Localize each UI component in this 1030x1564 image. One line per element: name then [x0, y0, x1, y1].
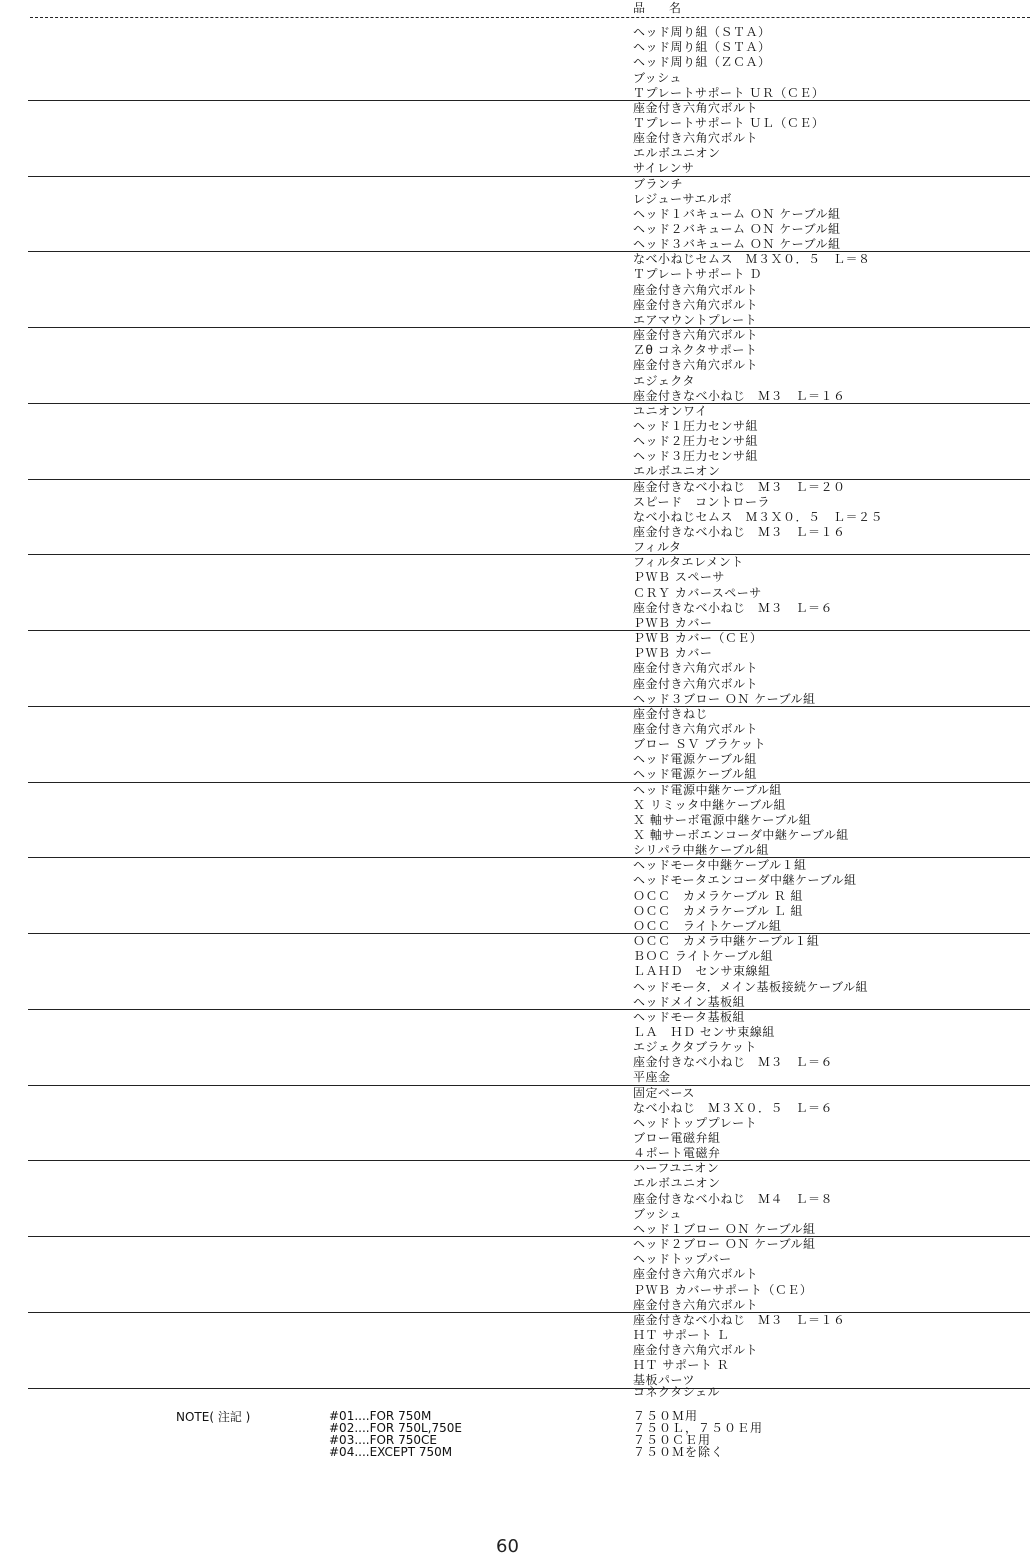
part-name-header: 品 名 — [633, 1, 688, 15]
note-description: ７５０Ｌ，７５０Ｅ用 — [633, 1421, 764, 1435]
part-name: 座金付き六角穴ボルト — [633, 297, 759, 312]
parts-group — [0, 25, 1030, 101]
note-description: ７５０Ｍを除く — [633, 1445, 725, 1459]
part-name: ヘッド３圧力センサ組 — [633, 449, 759, 464]
part-name: ヘッド１ブロー ＯＮ ケーブル組 — [633, 1221, 816, 1236]
part-name: Ｔプレートサポート Ｄ — [633, 267, 762, 282]
part-name: ＣＲＹ カバースペーサ — [633, 585, 762, 600]
part-name: コネクタシェル — [633, 1385, 721, 1399]
part-name: ＰＷＢ カバー — [633, 615, 713, 630]
parts-group — [0, 858, 1030, 934]
part-name: ヘッド１バキューム ＯＮ ケーブル組 — [633, 206, 841, 221]
part-name: Ｘ 軸サーボ電源中継ケーブル組 — [633, 812, 812, 827]
part-name: 座金付き六角穴ボルト — [633, 1343, 759, 1358]
parts-group — [0, 252, 1030, 328]
part-name: 座金付き六角穴ボルト — [633, 1297, 759, 1312]
part-name: ヘッドモータ基板組 — [633, 1009, 746, 1024]
note-code: #01....FOR 750M — [329, 1409, 432, 1423]
part-name: ブロー電磁弁組 — [633, 1131, 721, 1146]
part-name: エルボユニオン — [633, 146, 721, 161]
part-name: ヘッドモータエンコーダ中継ケーブル組 — [633, 873, 857, 888]
part-name: レジューサエルボ — [633, 191, 732, 206]
part-name: ＯＣＣ カメラ中継ケーブル１組 — [633, 934, 820, 948]
part-name: ＯＣＣ カメラケーブル Ｌ 組 — [633, 903, 804, 918]
part-name: 座金付き六角穴ボルト — [633, 661, 759, 676]
parts-group — [0, 480, 1030, 556]
parts-group — [0, 783, 1030, 859]
part-name: Ｔプレートサポート ＵＲ（ＣＥ） — [633, 85, 825, 100]
part-name: ブッシュ — [633, 1206, 682, 1221]
part-name: ４ポート電磁弁 — [633, 1146, 721, 1160]
part-name: 座金付きなべ小ねじ Ｍ３ Ｌ＝１６ — [633, 388, 846, 403]
part-name: フィルタエレメント — [633, 555, 744, 570]
part-name: ＬＡ ＨＤ センサ束線組 — [633, 1024, 775, 1039]
part-name: ＯＣＣ ライトケーブル組 — [633, 918, 782, 933]
parts-group — [0, 1086, 1030, 1162]
note-code: #02....FOR 750L,750E — [329, 1421, 462, 1435]
part-name: フィルタ — [633, 540, 682, 554]
part-name: ヘッド電源ケーブル組 — [633, 752, 757, 767]
part-name: ヘッド周り組（ＳＴＡ） — [633, 40, 771, 55]
part-name: ヘッドモータ中継ケーブル１組 — [633, 858, 807, 873]
part-name: ユニオンワイ — [633, 403, 708, 418]
part-name: ヘッドモータ．メイン基板接続ケーブル組 — [633, 979, 868, 994]
header-dashed-rule — [30, 17, 1030, 18]
part-name: 固定ベース — [633, 1085, 695, 1100]
part-name: スピード コントローラ — [633, 494, 771, 509]
parts-group — [0, 934, 1030, 1010]
page-number: 60 — [496, 1536, 519, 1557]
part-name: ヘッドメイン基板組 — [633, 994, 746, 1009]
part-name: ＰＷＢ カバー（ＣＥ） — [633, 631, 763, 645]
part-name: エルボユニオン — [633, 1176, 721, 1191]
part-name: ヘッド３バキューム ＯＮ ケーブル組 — [633, 237, 841, 251]
part-name: ＰＷＢ カバー — [633, 646, 713, 661]
part-name: ヘッド周り組（ＺＣＡ） — [633, 55, 771, 70]
part-name: 座金付き六角穴ボルト — [633, 1267, 759, 1282]
part-name: なべ小ねじセムス Ｍ３Ｘ０．５ Ｌ＝２５ — [633, 509, 884, 524]
part-name: エジェクタ — [633, 373, 696, 388]
part-name: ＯＣＣ カメラケーブル Ｒ 組 — [633, 888, 804, 903]
part-name: 座金付きねじ — [633, 706, 709, 721]
table-header — [0, 0, 1030, 20]
part-name: Ｘ リミッタ中継ケーブル組 — [633, 797, 786, 812]
part-name: ＰＷＢ カバーサポート（ＣＥ） — [633, 1282, 813, 1297]
part-name: Ｔプレートサポート ＵＬ（ＣＥ） — [633, 115, 825, 130]
part-name: ブッシュ — [633, 70, 682, 85]
part-name: ヘッド３ブロー ＯＮ ケーブル組 — [633, 691, 816, 706]
part-name: 座金付きなべ小ねじ Ｍ４ Ｌ＝８ — [633, 1191, 834, 1206]
parts-group — [0, 1010, 1030, 1086]
part-name: ヘッド電源ケーブル組 — [633, 767, 757, 782]
part-name: 座金付きなべ小ねじ Ｍ３ Ｌ＝１６ — [633, 525, 846, 540]
note-description: ７５０Ｍ用 — [633, 1409, 699, 1423]
part-name: Ｘ 軸サーボエンコーダ中継ケーブル組 — [633, 828, 849, 843]
part-name: ＨＴ サポート Ｒ — [633, 1358, 730, 1373]
part-name: ヘッド２バキューム ＯＮ ケーブル組 — [633, 222, 841, 237]
parts-group — [0, 404, 1030, 480]
part-name: 座金付き六角穴ボルト — [633, 100, 759, 115]
part-name: 座金付き六角穴ボルト — [633, 676, 759, 691]
parts-group — [0, 555, 1030, 631]
part-name: ヘッド１圧力センサ組 — [633, 418, 759, 433]
part-name: エルボユニオン — [633, 464, 721, 479]
part-name: なべ小ねじセムス Ｍ３Ｘ０．５ Ｌ＝８ — [633, 252, 871, 267]
part-name: 座金付きなべ小ねじ Ｍ３ Ｌ＝６ — [633, 600, 834, 615]
part-name: ＰＷＢ スペーサ — [633, 570, 725, 585]
part-name: ブロー ＳＶ ブラケット — [633, 737, 767, 752]
parts-group — [0, 1161, 1030, 1237]
part-name: 座金付きなべ小ねじ Ｍ３ Ｌ＝６ — [633, 1055, 834, 1070]
part-name: ヘッド２ブロー ＯＮ ケーブル組 — [633, 1237, 816, 1251]
part-name: 座金付き六角穴ボルト — [633, 282, 759, 297]
parts-group — [0, 707, 1030, 783]
part-name: エアマウントプレート — [633, 312, 758, 327]
parts-group — [0, 101, 1030, 177]
part-name: ヘッド電源中継ケーブル組 — [633, 782, 782, 797]
part-name: 座金付き六角穴ボルト — [633, 131, 759, 146]
part-name: 座金付き六角穴ボルト — [633, 328, 759, 342]
group-separator — [28, 1388, 1030, 1389]
part-name: エジェクタブラケット — [633, 1040, 757, 1055]
part-name: ＨＴ サポート Ｌ — [633, 1327, 730, 1342]
part-name: 基板パーツ — [633, 1373, 696, 1388]
part-name: Ｚθ コネクタサポート — [633, 343, 758, 358]
part-name: ヘッドトッププレート — [633, 1115, 758, 1130]
part-name: サイレンサ — [633, 161, 695, 176]
part-name: ＢＯＣ ライトケーブル組 — [633, 949, 774, 964]
note-code: #03....FOR 750CE — [329, 1433, 437, 1447]
part-name: ＬＡＨＤ センサ束線組 — [633, 964, 771, 979]
part-name: なべ小ねじ Ｍ３Ｘ０．５ Ｌ＝６ — [633, 1100, 834, 1115]
notes-title: NOTE( 注記 ) — [176, 1410, 251, 1424]
part-name: ヘッド周り組（ＳＴＡ） — [633, 25, 771, 39]
part-name: ブランチ — [633, 176, 684, 191]
part-name: ハーフユニオン — [633, 1161, 720, 1176]
part-name: 座金付きなべ小ねじ Ｍ３ Ｌ＝２０ — [633, 479, 846, 494]
parts-group — [0, 177, 1030, 253]
parts-group — [0, 631, 1030, 707]
parts-list — [0, 25, 1030, 1389]
parts-group — [0, 1237, 1030, 1313]
note-code: #04....EXCEPT 750M — [329, 1445, 453, 1459]
part-name: ヘッド２圧力センサ組 — [633, 434, 759, 449]
part-name: シリパラ中継ケーブル組 — [633, 843, 770, 857]
notes-section — [0, 1408, 1030, 1468]
part-name: 座金付きなべ小ねじ Ｍ３ Ｌ＝１６ — [633, 1312, 846, 1327]
part-name: ヘッドトップバー — [633, 1252, 732, 1267]
part-name: 平座金 — [633, 1070, 671, 1085]
parts-group — [0, 1313, 1030, 1389]
note-description: ７５０ＣＥ用 — [633, 1433, 712, 1447]
parts-group — [0, 328, 1030, 404]
part-name: 座金付き六角穴ボルト — [633, 358, 759, 373]
part-name: 座金付き六角穴ボルト — [633, 721, 759, 736]
